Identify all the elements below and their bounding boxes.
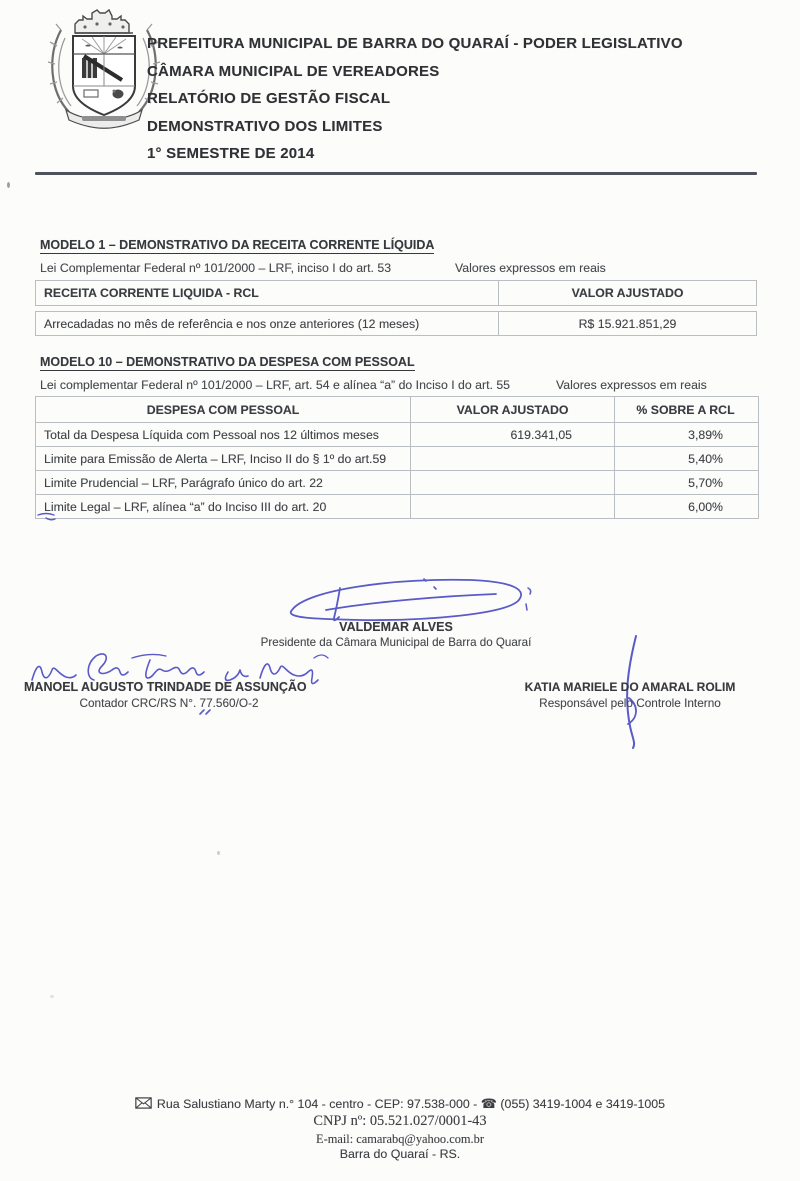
footer-address: Rua Salustiano Marty n.° 104 - centro - CEP: 97.538-000 - <box>156 1097 478 1111</box>
scan-mark <box>198 708 212 716</box>
row-valor: 619.341,05 <box>410 423 614 446</box>
rcl-row-label: Arrecadadas no mês de referência e nos onze anteriores (12 meses) <box>44 316 420 331</box>
row-pct: 6,00% <box>614 495 756 518</box>
modelo10-title: MODELO 10 – DEMONSTRATIVO DA DESPESA COM PESSOAL <box>40 355 415 369</box>
row-pct: 5,70% <box>614 471 756 494</box>
row-pct: 5,40% <box>614 447 756 470</box>
column-header-rcl: RECEITA CORRENTE LIQUIDA - RCL <box>44 286 259 300</box>
scan-smudge <box>36 511 62 523</box>
document-header <box>147 30 787 168</box>
row-valor <box>410 447 614 470</box>
internal-control-name: KATIA MARIELE DO AMARAL ROLIM <box>524 680 736 694</box>
table-row <box>36 470 758 494</box>
table-row <box>35 311 757 336</box>
modelo10-currency-note: Valores expressos em reais <box>556 378 707 392</box>
scan-speck <box>217 851 220 855</box>
table-row <box>36 494 758 518</box>
scan-speck <box>50 995 54 998</box>
header-line-demonstrativo: DEMONSTRATIVO DOS LIMITES <box>147 117 383 135</box>
modelo10-law-reference: Lei complementar Federal nº 101/2000 – LRF, art. 54 e alínea “a” do Inciso I do art. 55 <box>40 378 510 392</box>
internal-control-role: Responsável pelo Controle Interno <box>539 696 721 710</box>
column-header-valor-ajustado: VALOR AJUSTADO <box>410 397 614 422</box>
table-header-row <box>36 397 758 422</box>
scan-speck <box>7 182 10 188</box>
envelope-icon <box>135 1097 152 1109</box>
row-label: Limite para Emissão de Alerta – LRF, Inciso II do § 1º do art.59 <box>44 451 387 466</box>
phone-icon: ☎ <box>480 1096 497 1111</box>
modelo1-title: MODELO 1 – DEMONSTRATIVO DA RECEITA CORRENTE LÍQUIDA <box>40 238 435 252</box>
rcl-row-value: R$ 15.921.851,29 <box>498 312 756 335</box>
modelo10-table <box>35 396 759 519</box>
footer-address-line <box>0 1096 800 1112</box>
row-label: Limite Legal – LRF, alínea “a” do Inciso III do art. 20 <box>44 499 327 514</box>
column-header-pct-rcl: % SOBRE A RCL <box>614 397 756 422</box>
row-valor <box>410 495 614 518</box>
municipal-coat-of-arms-logo <box>44 6 164 130</box>
header-line-chamber: CÂMARA MUNICIPAL DE VEREADORES <box>147 62 440 80</box>
row-label: Total da Despesa Líquida com Pessoal nos 12 últimos meses <box>44 427 379 442</box>
row-valor <box>410 471 614 494</box>
footer-cnpj: CNPJ nº: 05.521.027/0001-43 <box>313 1113 487 1129</box>
header-line-report: RELATÓRIO DE GESTÃO FISCAL <box>147 90 391 107</box>
footer-city: Barra do Quaraí - RS. <box>339 1147 461 1161</box>
accountant-name: MANOEL AUGUSTO TRINDADE DE ASSUNÇÃO <box>24 680 307 694</box>
header-divider <box>35 172 757 175</box>
column-header-despesa: DESPESA COM PESSOAL <box>146 402 300 417</box>
table-row <box>36 446 758 470</box>
president-role: Presidente da Câmara Municipal de Barra do Quaraí <box>260 636 532 649</box>
footer-phones: (055) 3419-1004 e 3419-1005 <box>500 1097 666 1111</box>
table-header-row <box>35 280 757 306</box>
modelo1-currency-note: Valores expressos em reais <box>455 261 606 275</box>
header-line-entity: PREFEITURA MUNICIPAL DE BARRA DO QUARAÍ - PODER LEGISLATIVO <box>147 35 683 52</box>
row-pct: 3,89% <box>614 423 756 446</box>
table-row <box>36 422 758 446</box>
footer-email: E-mail: camarabq@yahoo.com.br <box>316 1132 484 1146</box>
modelo1-table <box>35 280 757 336</box>
column-header-valor-ajustado: VALOR AJUSTADO <box>498 281 756 305</box>
accountant-role: Contador CRC/RS N°. 77.560/O-2 <box>79 696 259 710</box>
row-label: Limite Prudencial – LRF, Parágrafo único do art. 22 <box>44 475 323 490</box>
header-line-semester: 1° SEMESTRE DE 2014 <box>147 145 315 162</box>
modelo1-law-reference: Lei Complementar Federal nº 101/2000 – LRF, inciso I do art. 53 <box>40 261 392 275</box>
president-name: VALDEMAR ALVES <box>339 620 453 634</box>
